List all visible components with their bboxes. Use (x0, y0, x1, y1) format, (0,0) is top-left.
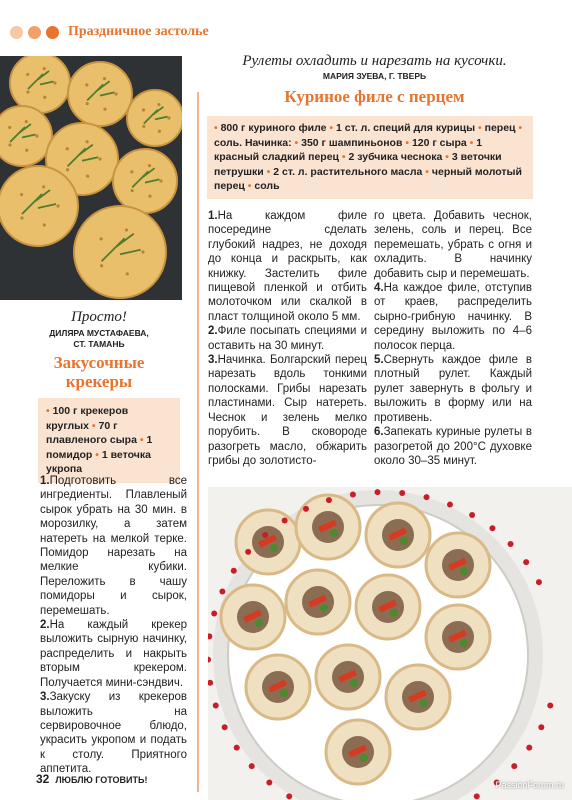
ingredient-bullet: • (339, 151, 349, 163)
decor-bead (245, 549, 251, 555)
decor-bead (234, 745, 240, 751)
step-number: 1. (40, 475, 50, 487)
chicken-roll (326, 720, 390, 784)
ingredient-bullet: • (88, 419, 99, 432)
ingredient-item: 2 зубчика чеснока (348, 151, 443, 163)
step (40, 474, 187, 618)
ingredient-item: 2 ст. л. растительного масла (273, 165, 423, 178)
left-recipe-title (0, 353, 198, 391)
ingredient-bullet: • (291, 136, 302, 149)
decor-bead (474, 793, 480, 799)
step-text: Свернуть каждое филе в плотный рулет. Каждый рулет завернуть в фольгу и выложить в форму или на противень. (374, 354, 532, 424)
decor-bead (350, 491, 356, 497)
magazine-name: ЛЮБЛЮ ГОТОВИТЬ! (55, 775, 148, 785)
step-text: Закуску из крекеров выложить на сервировочное блюдо, украсить укропом и подать к столу. Приятного аппетита. (40, 691, 187, 776)
step (40, 618, 187, 690)
step-continuation: го цвета. Добавить чеснок, зелень, соль и перец. Все перемешать, убрать с огня и охладить. В начинку добавить сыр и перемешать. (374, 210, 532, 280)
ingredient-bullet: • (214, 122, 221, 134)
decor-bead (469, 512, 475, 518)
ingredient-bullet: • (92, 448, 102, 461)
ingredient-item: 100 г крекеров круглых (46, 405, 129, 432)
step (208, 353, 367, 468)
ingredient-item: соль (254, 180, 280, 192)
page-footer (36, 772, 148, 786)
section-title: Праздничное застолье (68, 24, 209, 39)
ingredient-bullet: • (466, 136, 477, 149)
decor-bead (399, 490, 405, 496)
step-number: 5. (374, 354, 384, 367)
decor-bead (538, 724, 544, 730)
ingredient-item: 120 г сыра (411, 136, 467, 149)
ingredient-bullet: • (402, 136, 412, 149)
step-number: 2. (208, 325, 218, 338)
header-dot-1 (10, 26, 23, 39)
decor-bead (511, 763, 517, 769)
chicken-roll (426, 605, 490, 669)
ingredient-bullet: • (326, 122, 336, 134)
decor-bead (286, 793, 292, 799)
ingredient-bullet: • (263, 165, 274, 178)
decor-bead (219, 588, 225, 594)
step-text: Филе посыпать специями и оставить на 30 минут. (208, 325, 367, 352)
cracker-sandwich (74, 206, 166, 298)
right-steps-col2 (374, 209, 532, 468)
crackers-photo (0, 56, 182, 300)
decor-bead (508, 541, 514, 547)
left-author-city: СТ. ТАМАНЬ (73, 339, 125, 349)
chicken-roll (296, 495, 360, 559)
decor-bead (536, 579, 542, 585)
decor-bead (375, 489, 381, 495)
left-tagline: Просто! (71, 309, 127, 325)
decor-bead (547, 703, 553, 709)
step-number: 3. (208, 354, 218, 367)
header-dot-3 (46, 26, 59, 39)
section-header (10, 24, 209, 40)
decor-bead (424, 494, 430, 500)
step-text: На каждый крекер выложить сырную начинку, распределить и накрыть вторым крекером. Получается мини-сэндвич. (40, 619, 187, 689)
chicken-rolls-photo (208, 487, 572, 800)
ingredient-item: 1 красный сладкий перец (214, 136, 483, 163)
decor-bead (266, 779, 272, 785)
ingredient-bullet: • (46, 405, 53, 417)
step (374, 425, 532, 468)
step-number: 1. (208, 210, 218, 222)
step-number: 3. (40, 691, 50, 704)
step-number: 4. (374, 282, 384, 295)
chicken-roll (366, 503, 430, 567)
left-steps (40, 474, 187, 777)
ingredient-item: 350 г шампиньонов (301, 136, 403, 149)
chicken-roll (386, 665, 450, 729)
ingredient-bullet: • (422, 165, 432, 178)
decor-bead (489, 525, 495, 531)
ingredient-item: перец (484, 122, 516, 134)
ingredient-item: черный молотый перец (214, 165, 522, 192)
step (374, 281, 532, 353)
decor-bead (211, 610, 217, 616)
right-steps-col1 (208, 209, 367, 468)
decor-bead (222, 724, 228, 730)
cracker-sandwich (10, 56, 70, 113)
right-recipe-title: Куриное филе с перцем (284, 87, 465, 106)
ingredient-item: 3 веточки петрушки (214, 151, 502, 178)
ingredient-item: 1 ст. л. специй для курицы (336, 122, 476, 134)
column-divider (197, 92, 199, 792)
cracker-sandwich (0, 166, 78, 246)
left-author-name: ДИЛЯРА МУСТАФАЕВА, (49, 328, 149, 338)
ingredient-item: 1 помидор (46, 434, 153, 461)
decor-bead (526, 745, 532, 751)
step-text: На каждом филе посередине сделать глубокий надрез, не доходя до конца и раскрыть, как книжку. Застелить филе пищевой пленкой и отбить молоточком или скалкой в пласт толщиной около 5 мм. (208, 210, 367, 323)
chicken-roll (286, 570, 350, 634)
step-text: На каждое филе, отступив от краев, распределить сырно-грибную начинку. В середину выложить по 4–6 полосок перца. (374, 282, 532, 352)
ingredient-item: 1 веточка укропа (46, 448, 151, 475)
chicken-roll (426, 533, 490, 597)
ingredient-bullet: • (515, 122, 523, 134)
decor-bead (262, 532, 268, 538)
left-author (0, 328, 198, 350)
chicken-roll (236, 510, 300, 574)
header-dot-2 (28, 26, 41, 39)
chicken-roll (246, 655, 310, 719)
chicken-roll (316, 645, 380, 709)
step-number: 6. (374, 426, 384, 439)
right-quote: Рулеты охладить и нарезать на кусочки. (242, 53, 507, 69)
left-ingredients (38, 398, 180, 483)
ingredient-bullet: • (136, 434, 147, 446)
ingredient-bullet: • (442, 151, 452, 163)
ingredient-bullet: • (475, 122, 485, 134)
decor-bead (213, 703, 219, 709)
decor-bead (249, 763, 255, 769)
ingredient-item: соль. Начинка: (214, 136, 292, 149)
chicken-roll (356, 575, 420, 639)
decor-bead (303, 506, 309, 512)
decor-bead (231, 568, 237, 574)
step-text: Запекать куриные рулеты в разогретой до 200°C духовке около 30–35 минут. (374, 426, 532, 467)
cracker-sandwich (113, 149, 177, 213)
cracker-sandwich (127, 90, 182, 146)
left-title-line1: Закусочные (53, 353, 145, 372)
step-text: Подготовить все ингредиенты. Плавленый сырок убрать на 30 мин. в морозилку, а затем натереть на мелкой терке. Помидор нарезать на мелкие кубики. Переложить в чашу помидоры и сырок, перемешать. (40, 475, 187, 617)
step (208, 324, 367, 353)
decor-bead (282, 518, 288, 524)
page-number: 32 (36, 772, 50, 786)
right-author: МАРИЯ ЗУЕВА, Г. ТВЕРЬ (322, 71, 427, 81)
ingredient-item: 70 г плавленого сыра (46, 419, 137, 446)
step-number: 2. (40, 619, 50, 632)
right-ingredients (207, 116, 533, 199)
cracker-sandwich (68, 62, 132, 126)
decor-bead (326, 497, 332, 503)
step-text: Начинка. Болгарский перец нарезать вдоль тонкими полосками. Грибы нарезать пластинами. Сыр натереть. Чеснок и зелень мелко порубить. В сковороде разогреть масло, обжарить грибы до золотисто- (208, 354, 367, 467)
step (374, 353, 532, 425)
cracker-sandwich (0, 106, 52, 166)
chicken-roll (221, 585, 285, 649)
decor-bead (523, 559, 529, 565)
left-title-line2: крекеры (65, 372, 133, 391)
step (208, 209, 367, 324)
ingredient-item: 800 г куриного филе (220, 122, 327, 134)
decor-bead (447, 502, 453, 508)
watermark: PassionForum.ru (495, 780, 564, 790)
step (40, 690, 187, 776)
ingredient-bullet: • (244, 180, 255, 192)
